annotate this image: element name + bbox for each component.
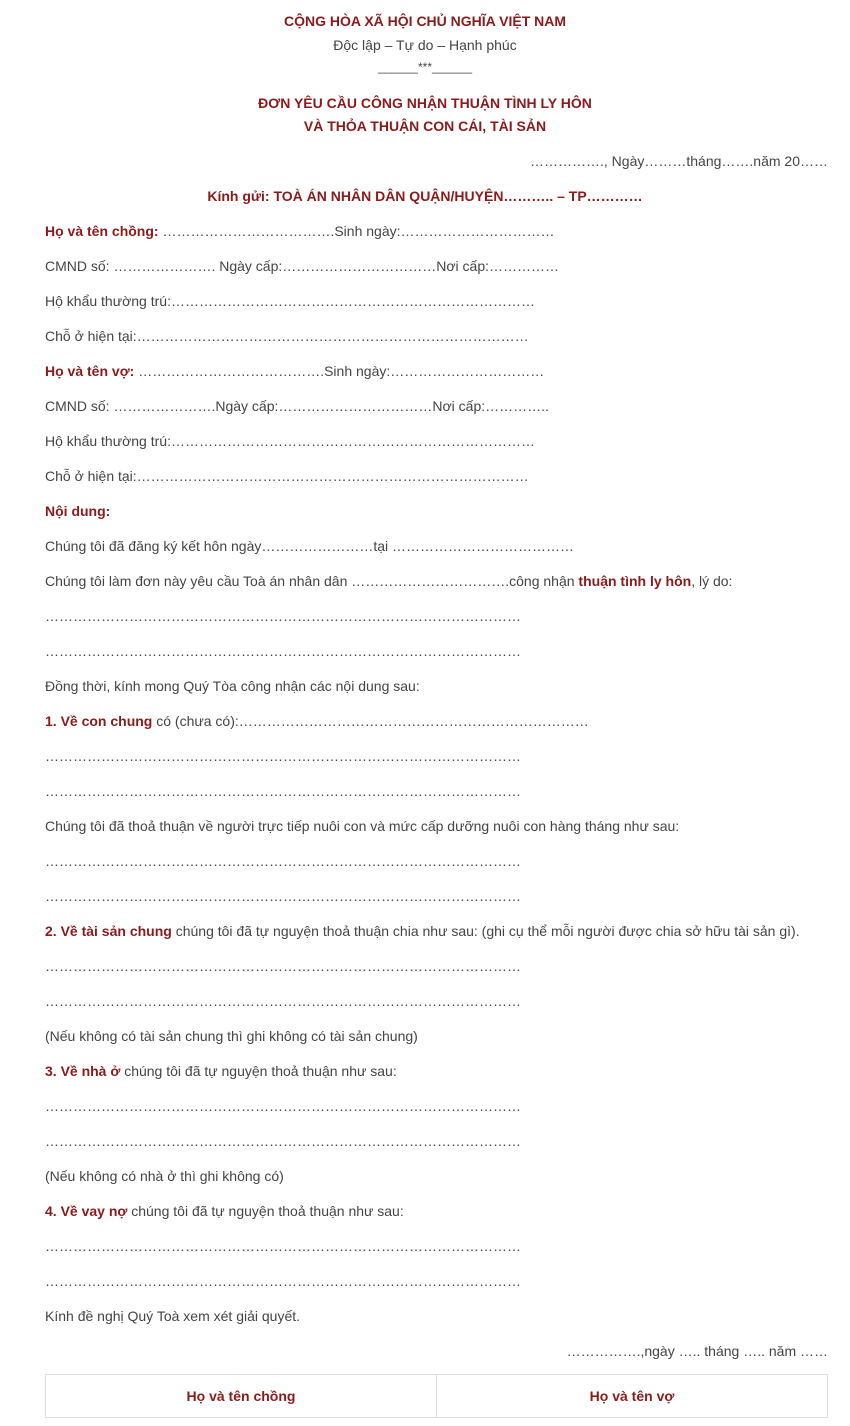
dots-line: ………………………………………………………………………………………… <box>45 888 521 904</box>
husband-name-line <box>45 222 555 240</box>
dots-line: ………………………………………………………………………………………… <box>45 1098 521 1114</box>
section-2-rest: chúng tôi đã tự nguyện thoả thuận chia như sau: (ghi cụ thể mỗi người được chia sở hữu tài sản gì). <box>171 923 800 939</box>
section-2-note: (Nếu không có tài sản chung thì ghi không có tài sản chung) <box>45 1028 418 1044</box>
request-line <box>45 572 732 590</box>
section-2-title: 2. Về tài sản chung <box>45 923 172 939</box>
dots-line: ………………………………………………………………………………………… <box>45 1133 521 1149</box>
motto: Độc lập – Tự do – Hạnh phúc <box>333 37 517 53</box>
dots-line: ………………………………………………………………………………………… <box>45 993 521 1009</box>
wife-name-rest: ………………………………….Sinh ngày:…………………………… <box>134 363 545 379</box>
request-post: , lý do: <box>691 573 733 589</box>
closing-line: Kính đề nghị Quý Toà xem xét giải quyết. <box>45 1308 301 1324</box>
dots-line: ………………………………………………………………………………………… <box>45 1238 521 1254</box>
husband-current-line: Chỗ ở hiện tại:………………………………………………………………………… <box>45 328 529 344</box>
wife-id-line: CMND số: ………………….Ngày cấp:……………………………Nơi cấp:………….. <box>45 398 549 414</box>
section-4-title: 4. Về vay nợ <box>45 1203 128 1219</box>
wife-name-label: Họ và tên vợ: <box>45 363 135 379</box>
date-line: ……………., Ngày………tháng…….năm 20…… <box>530 153 828 169</box>
section-3-rest: chúng tôi đã tự nguyện thoả thuận như sau: <box>120 1063 397 1079</box>
signature-table <box>45 1374 828 1418</box>
request-bold: thuận tình ly hôn <box>578 573 692 589</box>
content-label: Nội dung: <box>45 503 111 519</box>
husband-name-rest: ……………………………….Sinh ngày:…………………………… <box>158 223 555 239</box>
section-4-rest: chúng tôi đã tự nguyện thoả thuận như sau: <box>127 1203 404 1219</box>
recipient-text: : TOÀ ÁN NHÂN DÂN QUẬN/HUYỆN……….. – TP………… <box>264 188 643 204</box>
recipient-line <box>0 187 850 205</box>
dots-line: ………………………………………………………………………………………… <box>45 853 521 869</box>
wife-current-line: Chỗ ở hiện tại:………………………………………………………………………… <box>45 468 529 484</box>
section-1-title: 1. Về con chung <box>45 713 153 729</box>
wife-signature-cell: Họ và tên vợ <box>437 1375 828 1418</box>
dots-line: ………………………………………………………………………………………… <box>45 748 521 764</box>
section-4-line <box>45 1202 404 1220</box>
husband-signature-cell: Họ và tên chồng <box>46 1375 437 1418</box>
dots-line: ………………………………………………………………………………………… <box>45 958 521 974</box>
section-3-title: 3. Về nhà ở <box>45 1063 121 1079</box>
section-1-rest: có (chưa có):………………………………………………………………… <box>152 713 589 729</box>
wife-hokhau-line: Hộ khẩu thường trú:…………………………………………………………………… <box>45 433 535 449</box>
sign-date-line: …………….,ngày ….. tháng ….. năm …… <box>566 1343 828 1359</box>
form-title-line2: VÀ THỎA THUẬN CON CÁI, TÀI SẢN <box>303 118 547 134</box>
marriage-line: Chúng tôi đã đăng ký kết hôn ngày……………………tại ………………………………… <box>45 538 575 554</box>
section-1-line <box>45 712 589 730</box>
section-3-line <box>45 1062 397 1080</box>
section-2-line <box>45 922 800 940</box>
dots-line: ………………………………………………………………………………………… <box>45 1273 521 1289</box>
husband-hokhau-line: Hộ khẩu thường trú:…………………………………………………………………… <box>45 293 535 309</box>
also-line: Đồng thời, kính mong Quý Tòa công nhận các nội dung sau: <box>45 678 420 694</box>
custody-line: Chúng tôi đã thoả thuận về người trực tiếp nuôi con và mức cấp dưỡng nuôi con hàng tháng như sau: <box>45 818 680 834</box>
request-pre: Chúng tôi làm đơn này yêu cầu Toà án nhân dân …………………………….công nhận <box>45 573 579 589</box>
wife-name-line <box>45 362 544 380</box>
dots-line: ………………………………………………………………………………………… <box>45 783 521 799</box>
dots-line: ………………………………………………………………………………………… <box>45 643 521 659</box>
recipient-label: Kính gửi <box>207 188 265 204</box>
husband-id-line: CMND số: …………………. Ngày cấp:……………………………Nơi cấp:…………… <box>45 258 560 274</box>
dots-line: ………………………………………………………………………………………… <box>45 608 521 624</box>
husband-name-label: Họ và tên chồng: <box>45 223 159 239</box>
form-title-line1: ĐƠN YÊU CẦU CÔNG NHẬN THUẬN TÌNH LY HÔN <box>258 95 592 111</box>
section-3-note: (Nếu không có nhà ở thì ghi không có) <box>45 1168 284 1184</box>
separator: ______***______ <box>377 60 473 74</box>
nation-heading: CỘNG HÒA XÃ HỘI CHỦ NGHĨA VIỆT NAM <box>283 13 567 29</box>
